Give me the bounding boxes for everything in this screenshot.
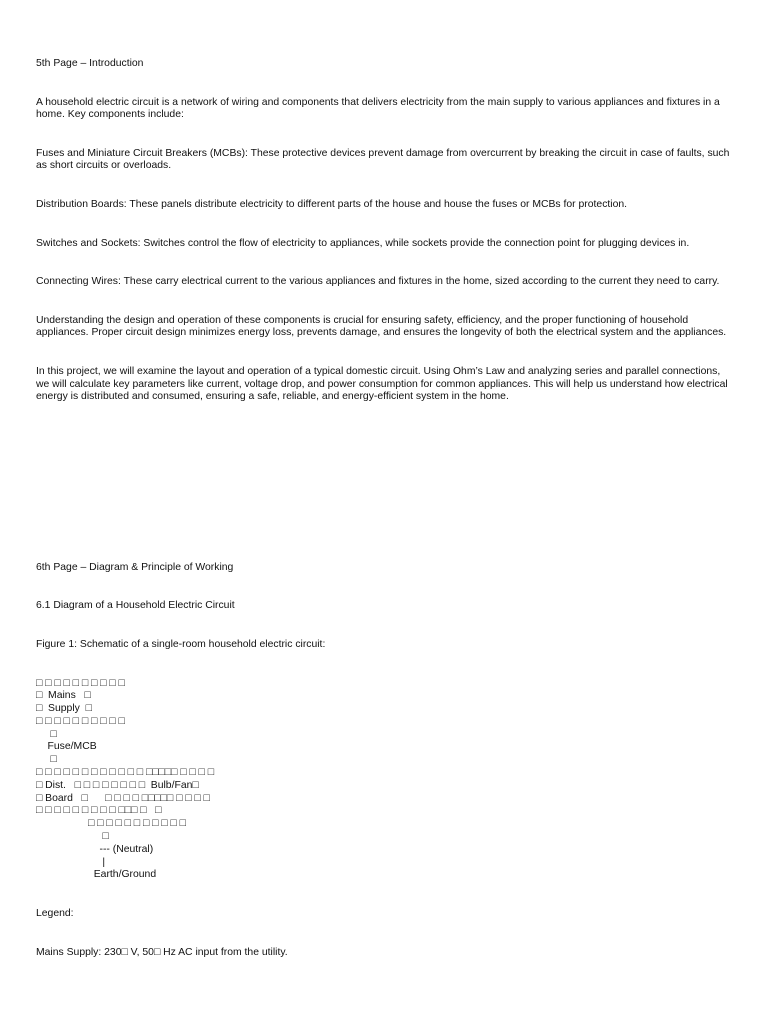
- circuit-diagram: □ □ □ □ □ □ □ □ □ □ □ Mains □ □ Supply □ □ □ □ □ □ □ □ □ □ □ □ Fuse/MCB □ □ □ □ □ □ □ □ □ □ □ □ □ □□□□□ □ □ □ □ □ Dist. □ □ □ □ □ □ □ □ Bulb/Fan□ □ Board □ □ □ □ □ □□□□□ □ □ □ □ □ □ □ □ □ □ □ □ □ □□□ □ □ □ □ □ □ □ □ □ □ □ □ □ □ --- (Neutral) | Earth/Ground: [36, 677, 214, 881]
- understanding-paragraph: Understanding the design and operation of these components is crucial for ensuring safety, efficiency, and the proper functioning of household appliances. Proper circuit design minimizes energy loss, prevents damage, and ensures the longevity of both the electrical system and the appliances.: [36, 314, 727, 339]
- intro-paragraph: A household electric circuit is a network of wiring and components that delivers electricity from the main supply to various appliances and fixtures in a home. Key components include:: [36, 96, 720, 121]
- page5-heading: 5th Page – Introduction: [36, 58, 144, 69]
- legend-item: Mains Supply: 230□ V, 50□ Hz AC input from the utility.: [36, 946, 288, 958]
- section-heading: 6.1 Diagram of a Household Electric Circuit: [36, 600, 235, 612]
- figure-caption: Figure 1: Schematic of a single-room household electric circuit:: [36, 638, 326, 650]
- distribution-paragraph: Distribution Boards: These panels distribute electricity to different parts of the house and house the fuses or MCBs for protection.: [36, 198, 628, 210]
- project-paragraph: In this project, we will examine the layout and operation of a typical domestic circuit. Using Ohm’s Law and analyzing series and parallel connections, we will calculate key parameters like current, voltage drop, and power consumption for common appliances. This will help us understand how electrical energy is distributed and consumed, ensuring a safe, reliable, and energy-efficient system in the home.: [36, 365, 728, 403]
- page-break-space: [36, 430, 736, 562]
- wires-paragraph: Connecting Wires: These carry electrical current to the various appliances and fixtures in the home, sized according to the current they need to carry.: [36, 276, 720, 288]
- legend-label: Legend:: [36, 908, 74, 920]
- document-page: [36, 58, 736, 985]
- page6-heading: 6th Page – Diagram & Principle of Working: [36, 561, 234, 573]
- switches-paragraph: Switches and Sockets: Switches control the flow of electricity to appliances, while sockets provide the connection point for plugging devices in.: [36, 237, 690, 249]
- fuses-paragraph: Fuses and Miniature Circuit Breakers (MCBs): These protective devices prevent damage from overcurrent by breaking the circuit in case of faults, such as short circuits or overloads.: [36, 147, 730, 172]
